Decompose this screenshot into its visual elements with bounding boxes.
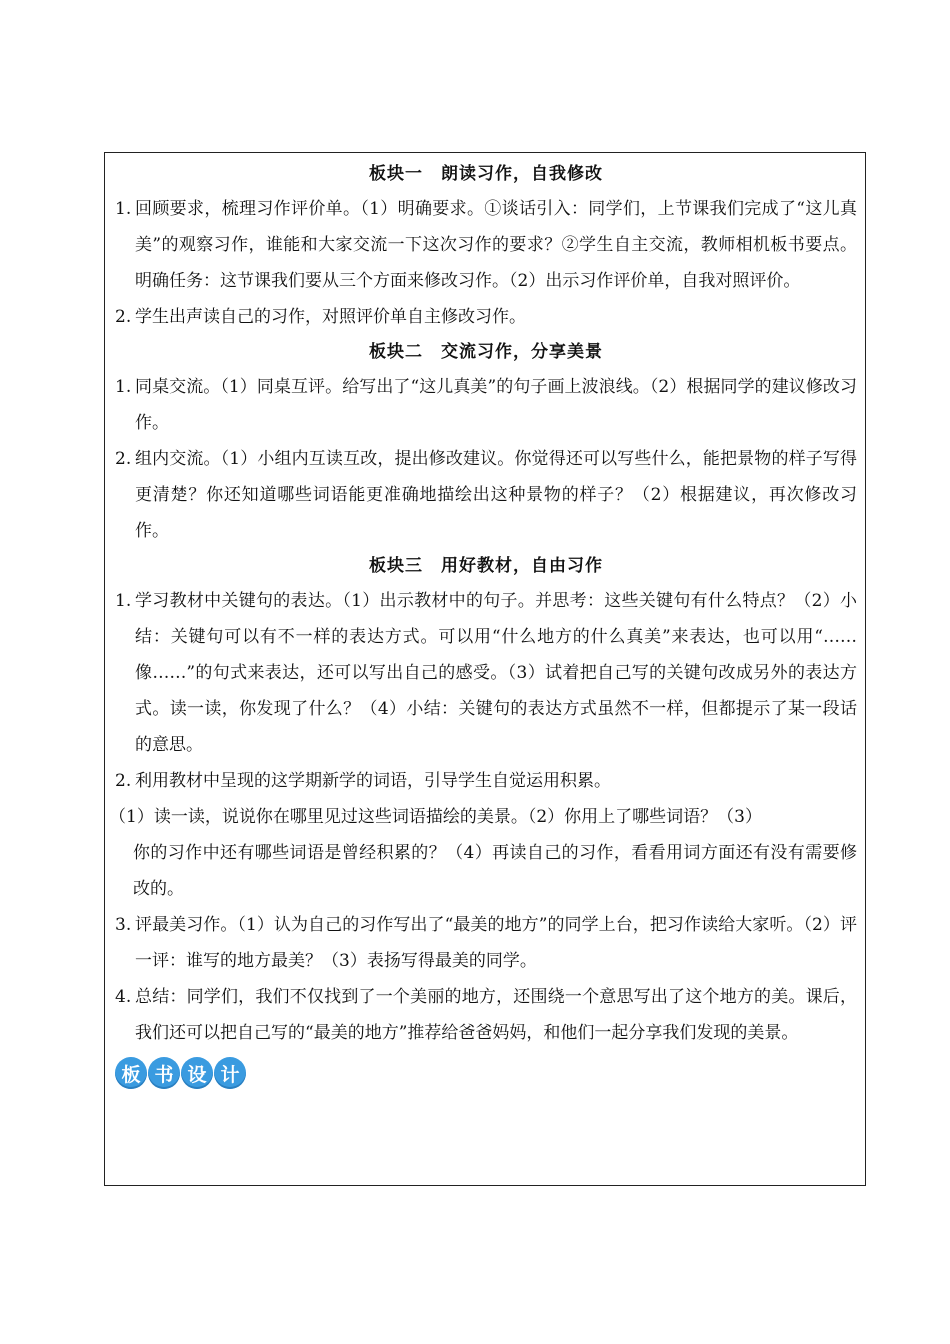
list-item: [115, 763, 857, 799]
item-text: 总结：同学们，我们不仅找到了一个美丽的地方，还围绕一个意思写出了这个地方的美。课后，我们还可以把自己写的“最美的地方”推荐给爸爸妈妈，和他们一起分享我们发现的美景。: [135, 987, 857, 1043]
item-text: 组内交流。（1）小组内互读互改，提出修改建议。你觉得还可以写些什么，能把景物的样子写得更清楚？你还知道哪些词语能更准确地描绘出这种景物的样子？（2）根据建议，再次修改习作。: [135, 449, 857, 541]
lesson-plan-table: [104, 152, 866, 1186]
badge-char: 书: [148, 1057, 180, 1089]
badge-char: 板: [115, 1057, 147, 1089]
section2-heading: 板块二 交流习作，分享美景: [369, 342, 603, 362]
list-item: [115, 441, 857, 549]
item-text: 评最美习作。（1）认为自己的习作写出了“最美的地方”的同学上台，把习作读给大家听。（2）评一评：谁写的地方最美？（3）表扬写得最美的同学。: [135, 915, 857, 971]
list-item: [115, 299, 857, 335]
item-number: 2.: [115, 449, 132, 469]
list-item: [115, 907, 857, 979]
section1-heading: 板块一 朗读习作，自我修改: [369, 164, 603, 184]
item-text: 利用教材中呈现的这学期新学的词语，引导学生自觉运用积累。: [135, 771, 611, 791]
sub-steps-first-line: （1）读一读，说说你在哪里见过这些词语描绘的美景。（2）你用上了哪些词语？（3）: [109, 807, 762, 827]
list-item: [115, 369, 857, 441]
section3-heading: 板块三 用好教材，自由习作: [369, 556, 603, 576]
badge-char: 设: [181, 1057, 213, 1089]
blackboard-design-badge: [115, 1057, 857, 1089]
lesson-content: [109, 157, 857, 1089]
badge-char: 计: [214, 1057, 246, 1089]
item-number: 2.: [115, 307, 132, 327]
item-text: 同桌交流。（1）同桌互评。给写出了“这儿真美”的句子画上波浪线。（2）根据同学的建议修改习作。: [135, 377, 857, 433]
item-text: 回顾要求，梳理习作评价单。（1）明确要求。①谈话引入：同学们，上节课我们完成了“这儿真美”的观察习作，谁能和大家交流一下这次习作的要求？②学生自主交流，教师相机板书要点。明确任务：这节课我们要从三个方面来修改习作。（2）出示习作评价单，自我对照评价。: [135, 199, 857, 291]
list-item: [115, 979, 857, 1051]
item-text: 学习教材中关键句的表达。（1）出示教材中的句子。并思考：这些关键句有什么特点？（2）小结：关键句可以有不一样的表达方式。可以用“什么地方的什么真美”来表达，也可以用“……像……”的句式来表达，还可以写出自己的感受。（3）试着把自己写的关键句改成另外的表达方式。读一读，你发现了什么？（4）小结：关键句的表达方式虽然不一样，但都提示了某一段话的意思。: [135, 591, 857, 755]
list-item: [115, 583, 857, 763]
item-number: 3.: [115, 915, 132, 935]
item-text: 学生出声读自己的习作，对照评价单自主修改习作。: [135, 307, 526, 327]
item-number: 2.: [115, 771, 132, 791]
item-number: 4.: [115, 987, 132, 1007]
list-item: [115, 191, 857, 299]
item-number: 1.: [115, 591, 132, 611]
item-number: 1.: [115, 199, 132, 219]
sub-steps-continuation: 你的习作中还有哪些词语是曾经积累的？（4）再读自己的习作，看看用词方面还有没有需要修改的。: [133, 843, 857, 899]
item-number: 1.: [115, 377, 132, 397]
